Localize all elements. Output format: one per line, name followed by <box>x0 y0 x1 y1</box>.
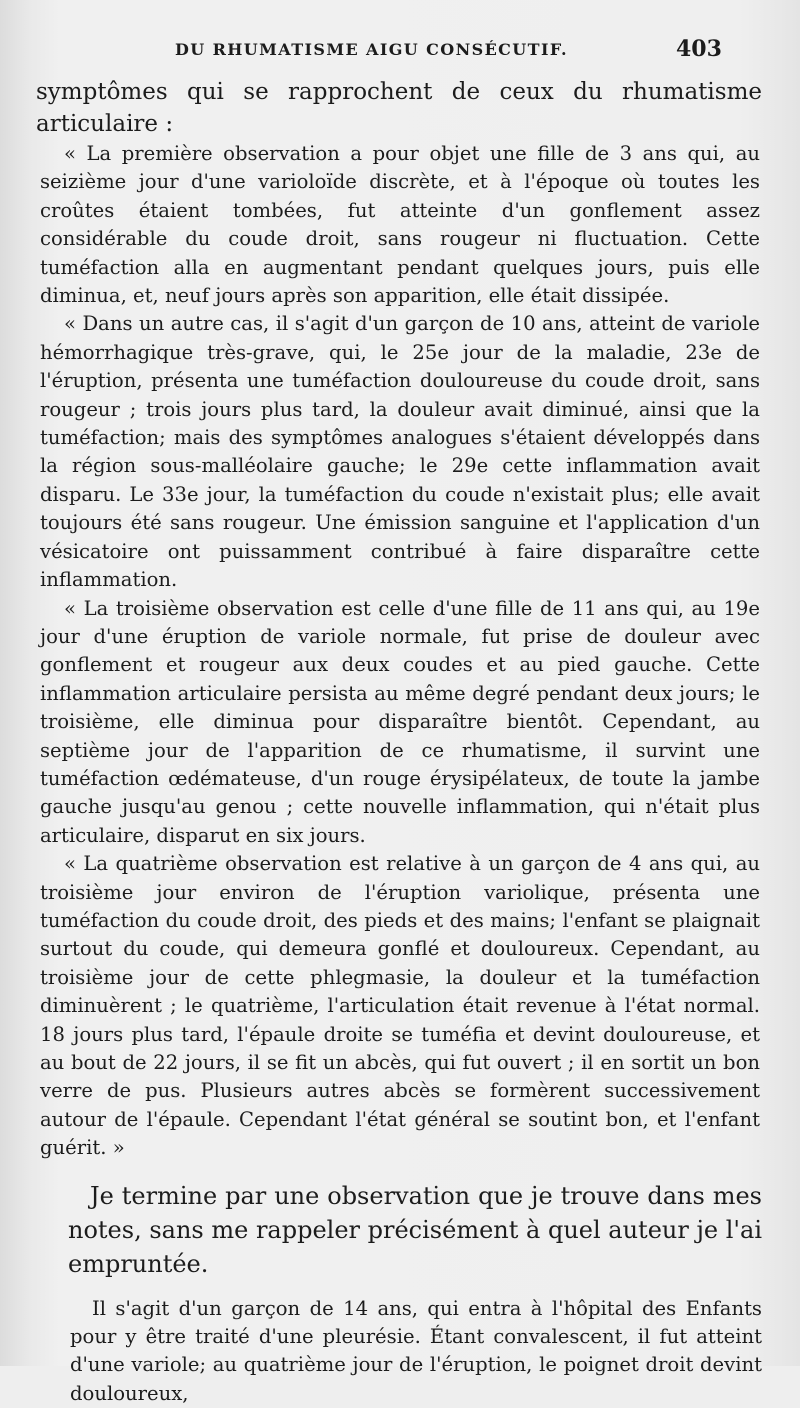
paragraph-third-observation: « La troisième observation est celle d'une fille de 11 ans qui, au 19e jour d'une éruption de variole normale, fut prise de douleur avec gonflement et rougeur aux deux coudes et au pied gauche. Cette inflammation articulaire persista au même degré pendant deux jours; le troisième, elle diminua pour disparaître bientôt. Cependant, au septième jour de l'apparition de ce rhumatisme, il survint une tuméfaction œdémateuse, d'un rouge érysipélateux, de toute la jambe gauche jusqu'au genou ; cette nouvelle inflammation, qui n'était plus articulaire, disparut en six jours. <box>40 596 760 847</box>
running-head: DU RHUMATISME AIGU CONSÉCUTIF. <box>175 40 568 59</box>
paragraph-final-case: Il s'agit d'un garçon de 14 ans, qui entra à l'hôpital des Enfants pour y être traité d'une pleurésie. Étant convalescent, il fut atteint d'une variole; au quatrième jour de l'éruption, le poignet droit devint douloureux, <box>70 1296 762 1405</box>
paragraph-first-observation: « La première observation a pour objet une fille de 3 ans qui, au seizième jour d'une varioloïde discrète, et à l'époque où toutes les croûtes étaient tombées, fut atteinte d'un gonflement assez considérable du coude droit, sans rougeur ni fluctuation. Cette tuméfaction alla en augmentant pendant quelques jours, puis elle diminua, et, neuf jours après son apparition, elle était dissipée. <box>40 142 760 308</box>
paragraph-closing-remark: Je termine par une observation que je trouve dans mes notes, sans me rappeler précisément à quel auteur je l'ai empruntée. <box>68 1181 762 1278</box>
paragraph-second-observation: « Dans un autre cas, il s'agit d'un garçon de 10 ans, atteint de variole hémorrhagique très-grave, qui, le 25e jour de la maladie, 23e de l'éruption, présenta une tuméfaction douloureuse du coude droit, sans rougeur ; trois jours plus tard, la douleur avait diminué, ainsi que la tuméfaction; mais des symptômes analogues s'étaient développés dans la région sous-malléolaire gauche; le 29e cette inflammation avait disparu. Le 33e jour, la tuméfaction du coude n'existait plus; elle avait toujours été sans rougeur. Une émission sanguine et l'application d'un vésicatoire ont puissamment contribué à faire disparaître cette inflammation. <box>40 312 760 592</box>
page-header <box>0 36 800 70</box>
paragraph-continuation: symptômes qui se rapprochent de ceux du rhumatisme articulaire : <box>36 79 762 137</box>
body-text <box>36 76 762 1408</box>
paragraph-fourth-observation: « La quatrième observation est relative à un garçon de 4 ans qui, au troisième jour environ de l'éruption variolique, présenta une tuméfaction du coude droit, des pieds et des mains; l'enfant se plaignait surtout du coude, qui demeura gonflé et douloureux. Cependant, au troisième jour de cette phlegmasie, la douleur et la tuméfaction diminuèrent ; le quatrième, l'articulation était revenue à l'état normal. 18 jours plus tard, l'épaule droite se tuméfia et devint douloureuse, et au bout de 22 jours, il se fit un abcès, qui fut ouvert ; il en sortit un bon verre de pus. Plusieurs autres abcès se formèrent successivement autour de l'épaule. Cependant l'état général se soutint bon, et l'enfant guérit. » <box>40 852 760 1160</box>
page-number: 403 <box>676 36 722 62</box>
